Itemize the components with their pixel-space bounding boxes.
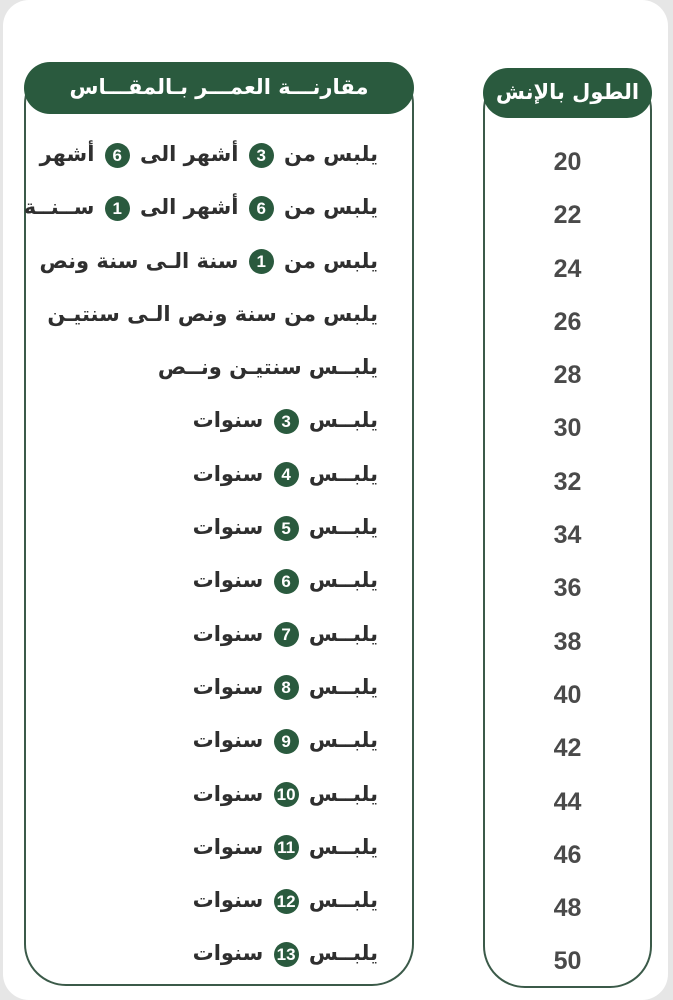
age-text: سنوات	[192, 515, 271, 540]
age-text: يلبس من	[276, 195, 378, 220]
age-text: ســنــة	[23, 195, 102, 220]
age-text: سنوات	[192, 674, 271, 699]
size-value: 30	[553, 414, 582, 443]
age-text: يلبــس	[301, 888, 378, 913]
age-row	[26, 288, 378, 341]
size-value: 32	[553, 467, 582, 496]
size-value: 46	[553, 840, 582, 869]
size-value: 48	[553, 894, 582, 923]
age-row	[26, 448, 378, 501]
age-text: أشهر الى	[132, 142, 246, 166]
size-value: 26	[553, 307, 582, 336]
age-text: سنوات	[192, 888, 271, 913]
age-text: يلبــس	[301, 621, 378, 646]
size-value: 42	[553, 734, 582, 763]
age-text: سنوات	[192, 621, 271, 646]
age-row	[26, 821, 378, 874]
size-value: 40	[553, 680, 582, 709]
size-value: 44	[553, 787, 582, 816]
size-list	[485, 136, 650, 989]
size-value: 36	[553, 574, 582, 603]
age-text: يلبــس	[301, 941, 378, 966]
size-value: 24	[553, 254, 582, 283]
age-text: سنوات	[192, 834, 271, 859]
age-text: يلبــس	[301, 461, 378, 486]
age-text: يلبس من سنة ونص الـى سنتيـن	[47, 301, 378, 326]
size-value: 28	[553, 361, 582, 390]
age-row	[26, 235, 378, 288]
number-badge: 3	[249, 143, 274, 168]
age-text: يلبــس	[301, 408, 378, 433]
age-list	[23, 128, 378, 981]
age-row	[26, 874, 378, 927]
number-badge: 10	[274, 782, 299, 807]
age-text: يلبس من	[276, 142, 378, 166]
number-badge: 7	[274, 622, 299, 647]
age-column-header: مقارنـــة العمـــر بـالمقـــاس	[24, 62, 414, 114]
age-row	[26, 661, 378, 714]
age-text: يلبــس	[301, 781, 378, 806]
number-badge: 3	[274, 409, 299, 434]
age-row	[26, 714, 378, 767]
age-column	[24, 62, 414, 986]
age-text: يلبــس	[301, 728, 378, 753]
age-text: سنوات	[192, 568, 271, 593]
size-value: 22	[553, 201, 582, 230]
number-badge: 6	[105, 143, 130, 168]
age-row	[26, 341, 378, 394]
number-badge: 5	[274, 516, 299, 541]
age-row	[26, 394, 378, 447]
number-badge: 13	[274, 942, 299, 967]
number-badge: 6	[274, 569, 299, 594]
age-row	[26, 501, 378, 554]
age-text: سنوات	[192, 461, 271, 486]
age-text: سنوات	[192, 781, 271, 806]
number-badge: 11	[274, 835, 299, 860]
size-value: 50	[553, 947, 582, 976]
age-text: سنة الـى سنة ونص	[39, 248, 246, 273]
number-badge: 1	[249, 249, 274, 274]
age-text: أشهر الى	[132, 195, 246, 220]
age-row	[23, 181, 378, 234]
age-text: يلبــس	[301, 834, 378, 859]
age-text: يلبــس	[301, 674, 378, 699]
size-chart-card	[3, 0, 668, 1000]
size-value: 20	[553, 148, 582, 176]
age-row	[26, 927, 378, 980]
size-column-header: الطول بالإنش	[483, 68, 652, 118]
age-row	[26, 554, 378, 607]
age-row	[26, 128, 378, 181]
age-text: يلبــس سنتيـن ونــص	[157, 355, 378, 380]
age-text: أشهر	[39, 142, 102, 166]
number-badge: 12	[274, 889, 299, 914]
age-text: يلبــس	[301, 515, 378, 540]
age-text: سنوات	[192, 728, 271, 753]
number-badge: 9	[274, 729, 299, 754]
age-text: سنوات	[192, 408, 271, 433]
size-value: 38	[553, 627, 582, 656]
age-row	[26, 768, 378, 821]
age-text: يلبس من	[276, 248, 378, 273]
age-row	[26, 608, 378, 661]
number-badge: 6	[249, 196, 274, 221]
number-badge: 8	[274, 675, 299, 700]
age-text: سنوات	[192, 941, 271, 966]
size-value: 34	[553, 521, 582, 550]
size-column	[483, 68, 652, 988]
number-badge: 1	[105, 196, 130, 221]
age-text: يلبــس	[301, 568, 378, 593]
number-badge: 4	[274, 462, 299, 487]
